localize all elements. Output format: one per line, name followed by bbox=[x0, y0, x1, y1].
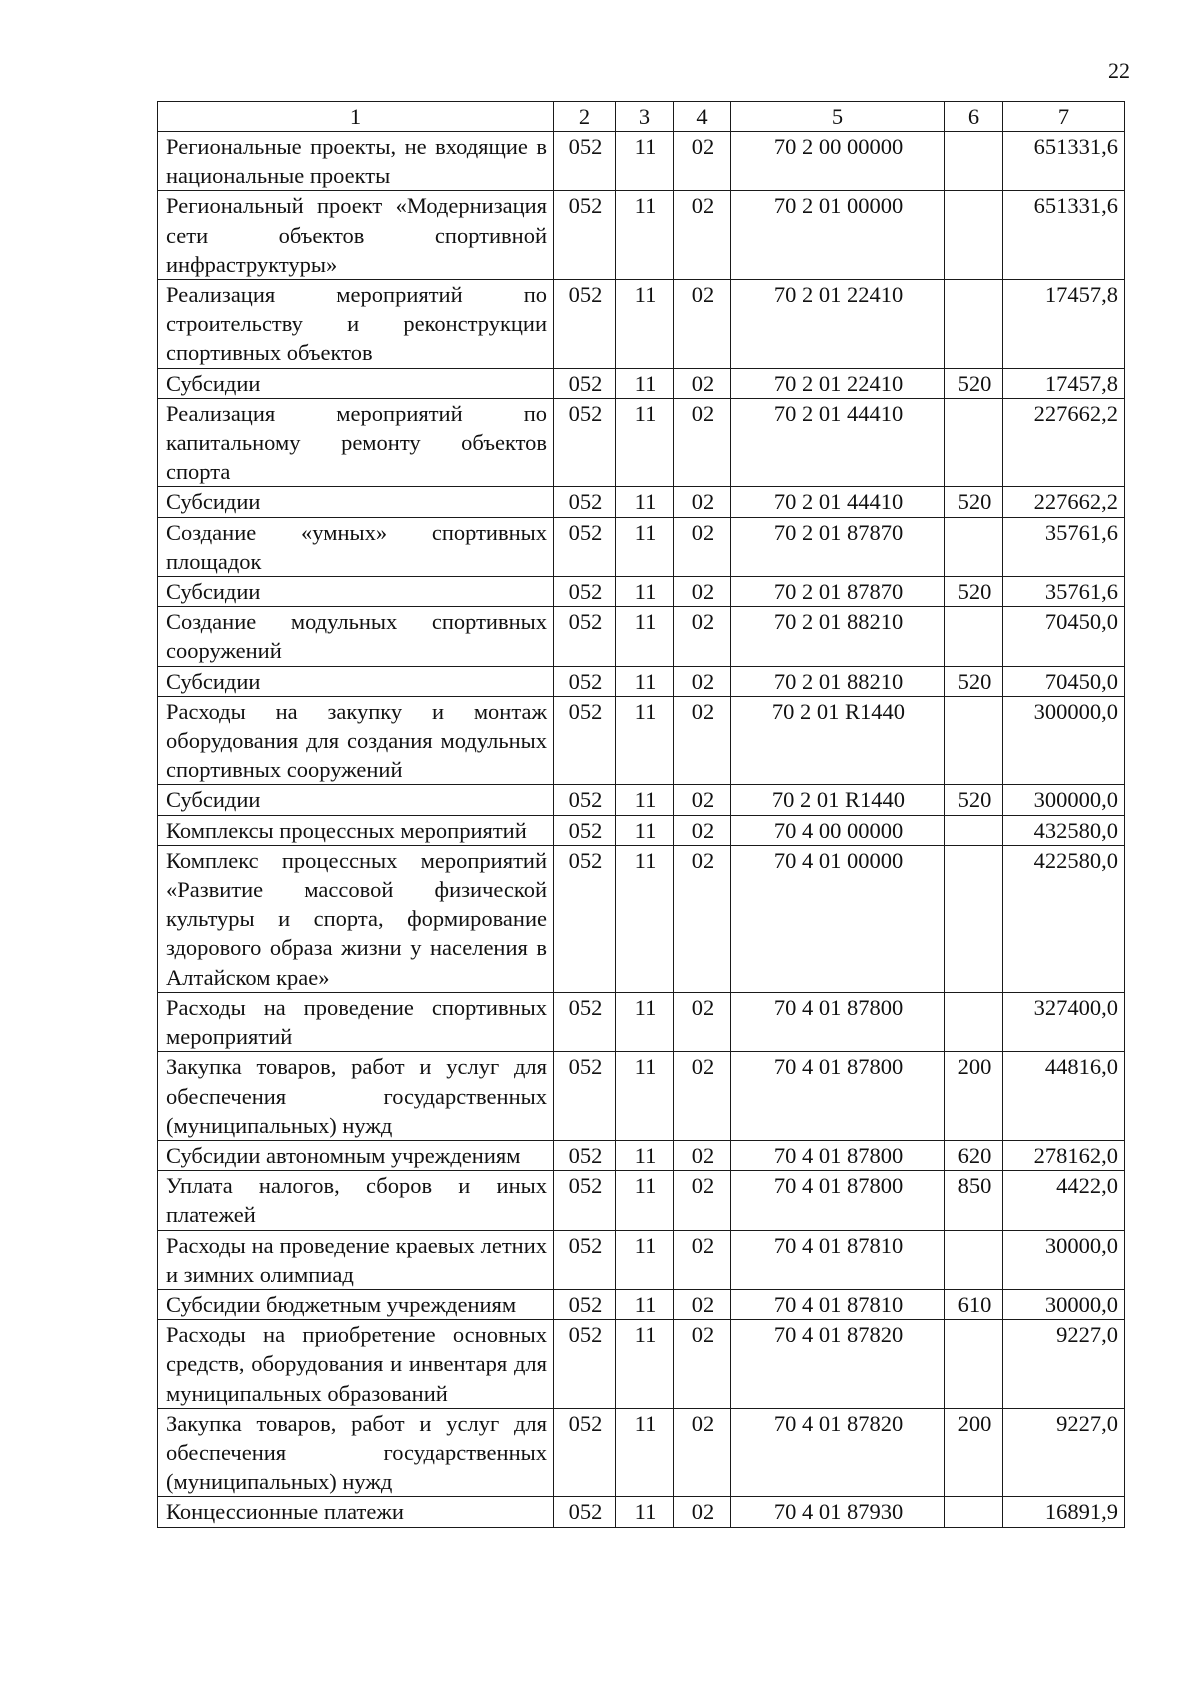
subsection-code-cell: 02 bbox=[674, 368, 731, 398]
section-code-cell: 11 bbox=[616, 666, 674, 696]
expense-type-cell bbox=[945, 1320, 1003, 1409]
expense-type-cell: 620 bbox=[945, 1140, 1003, 1170]
table-row bbox=[158, 1289, 1125, 1319]
expense-type-cell: 200 bbox=[945, 1052, 1003, 1141]
table-row bbox=[158, 696, 1125, 785]
amount-cell: 30000,0 bbox=[1003, 1289, 1125, 1319]
ministry-code-cell: 052 bbox=[554, 280, 616, 369]
expense-type-cell bbox=[945, 1497, 1003, 1527]
expense-name-cell: Субсидии bbox=[158, 785, 554, 815]
subsection-code-cell: 02 bbox=[674, 1052, 731, 1141]
section-code-cell: 11 bbox=[616, 1289, 674, 1319]
ministry-code-cell: 052 bbox=[554, 1230, 616, 1289]
section-code-cell: 11 bbox=[616, 815, 674, 845]
expense-name-cell: Реализация мероприятий по капитальному ремонту объектов спорта bbox=[158, 398, 554, 487]
amount-cell: 17457,8 bbox=[1003, 368, 1125, 398]
expense-type-cell bbox=[945, 398, 1003, 487]
ministry-code-cell: 052 bbox=[554, 1408, 616, 1497]
section-code-cell: 11 bbox=[616, 1320, 674, 1409]
expense-name-cell: Комплексы процессных мероприятий bbox=[158, 815, 554, 845]
table-row bbox=[158, 1408, 1125, 1497]
expense-name-cell: Реализация мероприятий по строительству и реконструкции спортивных объектов bbox=[158, 280, 554, 369]
subsection-code-cell: 02 bbox=[674, 1320, 731, 1409]
subsection-code-cell: 02 bbox=[674, 1408, 731, 1497]
ministry-code-cell: 052 bbox=[554, 517, 616, 576]
table-row bbox=[158, 1230, 1125, 1289]
target-article-cell: 70 2 01 R1440 bbox=[731, 785, 945, 815]
amount-cell: 300000,0 bbox=[1003, 696, 1125, 785]
amount-cell: 227662,2 bbox=[1003, 398, 1125, 487]
ministry-code-cell: 052 bbox=[554, 845, 616, 992]
amount-cell: 4422,0 bbox=[1003, 1171, 1125, 1230]
amount-cell: 35761,6 bbox=[1003, 517, 1125, 576]
expense-name-cell: Расходы на закупку и монтаж оборудования для создания модульных спортивных сооружений bbox=[158, 696, 554, 785]
amount-cell: 35761,6 bbox=[1003, 577, 1125, 607]
target-article-cell: 70 4 01 87810 bbox=[731, 1230, 945, 1289]
section-code-cell: 11 bbox=[616, 785, 674, 815]
amount-cell: 17457,8 bbox=[1003, 280, 1125, 369]
expense-type-cell bbox=[945, 132, 1003, 191]
subsection-code-cell: 02 bbox=[674, 815, 731, 845]
expense-name-cell: Субсидии бюджетным учреждениям bbox=[158, 1289, 554, 1319]
expense-type-cell bbox=[945, 696, 1003, 785]
ministry-code-cell: 052 bbox=[554, 1289, 616, 1319]
expense-type-cell bbox=[945, 607, 1003, 666]
column-header: 1 bbox=[158, 102, 554, 132]
subsection-code-cell: 02 bbox=[674, 785, 731, 815]
expense-name-cell: Расходы на проведение спортивных мероприятий bbox=[158, 992, 554, 1051]
expense-type-cell: 520 bbox=[945, 368, 1003, 398]
target-article-cell: 70 4 01 87800 bbox=[731, 1052, 945, 1141]
subsection-code-cell: 02 bbox=[674, 1171, 731, 1230]
expense-type-cell: 520 bbox=[945, 577, 1003, 607]
expense-name-cell: Региональный проект «Модернизация сети объектов спортивной инфраструктуры» bbox=[158, 191, 554, 280]
section-code-cell: 11 bbox=[616, 992, 674, 1051]
ministry-code-cell: 052 bbox=[554, 398, 616, 487]
expense-name-cell: Расходы на проведение краевых летних и зимних олимпиад bbox=[158, 1230, 554, 1289]
page-number: 22 bbox=[1108, 58, 1130, 83]
table-row bbox=[158, 487, 1125, 517]
expense-type-cell: 610 bbox=[945, 1289, 1003, 1319]
table-row bbox=[158, 398, 1125, 487]
amount-cell: 9227,0 bbox=[1003, 1320, 1125, 1409]
column-header: 3 bbox=[616, 102, 674, 132]
table-row bbox=[158, 845, 1125, 992]
section-code-cell: 11 bbox=[616, 607, 674, 666]
amount-cell: 70450,0 bbox=[1003, 607, 1125, 666]
table-header-row bbox=[158, 102, 1125, 132]
section-code-cell: 11 bbox=[616, 1171, 674, 1230]
table-row bbox=[158, 191, 1125, 280]
ministry-code-cell: 052 bbox=[554, 191, 616, 280]
target-article-cell: 70 4 00 00000 bbox=[731, 815, 945, 845]
ministry-code-cell: 052 bbox=[554, 1140, 616, 1170]
amount-cell: 422580,0 bbox=[1003, 845, 1125, 992]
target-article-cell: 70 2 00 00000 bbox=[731, 132, 945, 191]
table-row bbox=[158, 1320, 1125, 1409]
table-row bbox=[158, 815, 1125, 845]
expense-type-cell bbox=[945, 191, 1003, 280]
table-row bbox=[158, 1052, 1125, 1141]
ministry-code-cell: 052 bbox=[554, 1171, 616, 1230]
table-row bbox=[158, 1497, 1125, 1527]
target-article-cell: 70 4 01 87800 bbox=[731, 1140, 945, 1170]
expense-name-cell: Комплекс процессных мероприятий «Развитие массовой физической культуры и спорта, формирование здорового образа жизни у населения в Алтайском крае» bbox=[158, 845, 554, 992]
subsection-code-cell: 02 bbox=[674, 607, 731, 666]
section-code-cell: 11 bbox=[616, 1230, 674, 1289]
expense-name-cell: Субсидии bbox=[158, 487, 554, 517]
subsection-code-cell: 02 bbox=[674, 1497, 731, 1527]
subsection-code-cell: 02 bbox=[674, 992, 731, 1051]
ministry-code-cell: 052 bbox=[554, 368, 616, 398]
expense-type-cell: 520 bbox=[945, 666, 1003, 696]
subsection-code-cell: 02 bbox=[674, 132, 731, 191]
expense-name-cell: Субсидии bbox=[158, 577, 554, 607]
target-article-cell: 70 2 01 R1440 bbox=[731, 696, 945, 785]
expense-type-cell bbox=[945, 992, 1003, 1051]
expense-type-cell bbox=[945, 1230, 1003, 1289]
ministry-code-cell: 052 bbox=[554, 1320, 616, 1409]
subsection-code-cell: 02 bbox=[674, 577, 731, 607]
target-article-cell: 70 2 01 88210 bbox=[731, 666, 945, 696]
expense-name-cell: Создание «умных» спортивных площадок bbox=[158, 517, 554, 576]
expense-type-cell bbox=[945, 845, 1003, 992]
budget-table bbox=[157, 101, 1125, 1528]
expense-type-cell bbox=[945, 815, 1003, 845]
section-code-cell: 11 bbox=[616, 696, 674, 785]
expense-type-cell bbox=[945, 280, 1003, 369]
amount-cell: 9227,0 bbox=[1003, 1408, 1125, 1497]
column-header: 6 bbox=[945, 102, 1003, 132]
table-row bbox=[158, 666, 1125, 696]
column-header: 5 bbox=[731, 102, 945, 132]
expense-type-cell: 850 bbox=[945, 1171, 1003, 1230]
target-article-cell: 70 4 01 87820 bbox=[731, 1320, 945, 1409]
expense-name-cell: Субсидии bbox=[158, 368, 554, 398]
column-header: 4 bbox=[674, 102, 731, 132]
expense-name-cell: Концессионные платежи bbox=[158, 1497, 554, 1527]
section-code-cell: 11 bbox=[616, 577, 674, 607]
ministry-code-cell: 052 bbox=[554, 487, 616, 517]
expense-name-cell: Региональные проекты, не входящие в национальные проекты bbox=[158, 132, 554, 191]
amount-cell: 16891,9 bbox=[1003, 1497, 1125, 1527]
table-row bbox=[158, 517, 1125, 576]
subsection-code-cell: 02 bbox=[674, 666, 731, 696]
subsection-code-cell: 02 bbox=[674, 1140, 731, 1170]
amount-cell: 278162,0 bbox=[1003, 1140, 1125, 1170]
subsection-code-cell: 02 bbox=[674, 696, 731, 785]
section-code-cell: 11 bbox=[616, 280, 674, 369]
ministry-code-cell: 052 bbox=[554, 666, 616, 696]
section-code-cell: 11 bbox=[616, 517, 674, 576]
expense-type-cell bbox=[945, 517, 1003, 576]
amount-cell: 651331,6 bbox=[1003, 191, 1125, 280]
amount-cell: 227662,2 bbox=[1003, 487, 1125, 517]
expense-name-cell: Создание модульных спортивных сооружений bbox=[158, 607, 554, 666]
amount-cell: 30000,0 bbox=[1003, 1230, 1125, 1289]
section-code-cell: 11 bbox=[616, 487, 674, 517]
amount-cell: 70450,0 bbox=[1003, 666, 1125, 696]
section-code-cell: 11 bbox=[616, 191, 674, 280]
expense-name-cell: Расходы на приобретение основных средств, оборудования и инвентаря для муниципальных образований bbox=[158, 1320, 554, 1409]
subsection-code-cell: 02 bbox=[674, 280, 731, 369]
subsection-code-cell: 02 bbox=[674, 517, 731, 576]
ministry-code-cell: 052 bbox=[554, 992, 616, 1051]
ministry-code-cell: 052 bbox=[554, 785, 616, 815]
target-article-cell: 70 2 01 87870 bbox=[731, 577, 945, 607]
section-code-cell: 11 bbox=[616, 1497, 674, 1527]
target-article-cell: 70 4 01 87930 bbox=[731, 1497, 945, 1527]
column-header: 2 bbox=[554, 102, 616, 132]
subsection-code-cell: 02 bbox=[674, 845, 731, 992]
table-row bbox=[158, 785, 1125, 815]
table-body bbox=[158, 132, 1125, 1528]
target-article-cell: 70 2 01 44410 bbox=[731, 487, 945, 517]
subsection-code-cell: 02 bbox=[674, 398, 731, 487]
target-article-cell: 70 2 01 22410 bbox=[731, 368, 945, 398]
amount-cell: 327400,0 bbox=[1003, 992, 1125, 1051]
table-row bbox=[158, 132, 1125, 191]
target-article-cell: 70 2 01 22410 bbox=[731, 280, 945, 369]
section-code-cell: 11 bbox=[616, 1052, 674, 1141]
section-code-cell: 11 bbox=[616, 845, 674, 992]
table-row bbox=[158, 1171, 1125, 1230]
target-article-cell: 70 4 01 87800 bbox=[731, 1171, 945, 1230]
amount-cell: 651331,6 bbox=[1003, 132, 1125, 191]
expense-name-cell: Закупка товаров, работ и услуг для обеспечения государственных (муниципальных) нужд bbox=[158, 1408, 554, 1497]
target-article-cell: 70 4 01 87800 bbox=[731, 992, 945, 1051]
table-row bbox=[158, 577, 1125, 607]
table-row bbox=[158, 1140, 1125, 1170]
expense-name-cell: Субсидии автономным учреждениям bbox=[158, 1140, 554, 1170]
amount-cell: 432580,0 bbox=[1003, 815, 1125, 845]
column-header: 7 bbox=[1003, 102, 1125, 132]
section-code-cell: 11 bbox=[616, 398, 674, 487]
expense-name-cell: Закупка товаров, работ и услуг для обеспечения государственных (муниципальных) нужд bbox=[158, 1052, 554, 1141]
amount-cell: 44816,0 bbox=[1003, 1052, 1125, 1141]
ministry-code-cell: 052 bbox=[554, 577, 616, 607]
expense-name-cell: Субсидии bbox=[158, 666, 554, 696]
amount-cell: 300000,0 bbox=[1003, 785, 1125, 815]
table-row bbox=[158, 992, 1125, 1051]
target-article-cell: 70 4 01 00000 bbox=[731, 845, 945, 992]
expense-type-cell: 200 bbox=[945, 1408, 1003, 1497]
ministry-code-cell: 052 bbox=[554, 696, 616, 785]
ministry-code-cell: 052 bbox=[554, 132, 616, 191]
ministry-code-cell: 052 bbox=[554, 1052, 616, 1141]
target-article-cell: 70 2 01 44410 bbox=[731, 398, 945, 487]
subsection-code-cell: 02 bbox=[674, 1230, 731, 1289]
section-code-cell: 11 bbox=[616, 1140, 674, 1170]
target-article-cell: 70 2 01 87870 bbox=[731, 517, 945, 576]
subsection-code-cell: 02 bbox=[674, 487, 731, 517]
section-code-cell: 11 bbox=[616, 368, 674, 398]
ministry-code-cell: 052 bbox=[554, 815, 616, 845]
section-code-cell: 11 bbox=[616, 132, 674, 191]
target-article-cell: 70 2 01 00000 bbox=[731, 191, 945, 280]
table-row bbox=[158, 607, 1125, 666]
expense-type-cell: 520 bbox=[945, 487, 1003, 517]
expense-name-cell: Уплата налогов, сборов и иных платежей bbox=[158, 1171, 554, 1230]
table-row bbox=[158, 368, 1125, 398]
ministry-code-cell: 052 bbox=[554, 1497, 616, 1527]
target-article-cell: 70 4 01 87820 bbox=[731, 1408, 945, 1497]
ministry-code-cell: 052 bbox=[554, 607, 616, 666]
subsection-code-cell: 02 bbox=[674, 1289, 731, 1319]
table-row bbox=[158, 280, 1125, 369]
section-code-cell: 11 bbox=[616, 1408, 674, 1497]
target-article-cell: 70 4 01 87810 bbox=[731, 1289, 945, 1319]
expense-type-cell: 520 bbox=[945, 785, 1003, 815]
target-article-cell: 70 2 01 88210 bbox=[731, 607, 945, 666]
subsection-code-cell: 02 bbox=[674, 191, 731, 280]
